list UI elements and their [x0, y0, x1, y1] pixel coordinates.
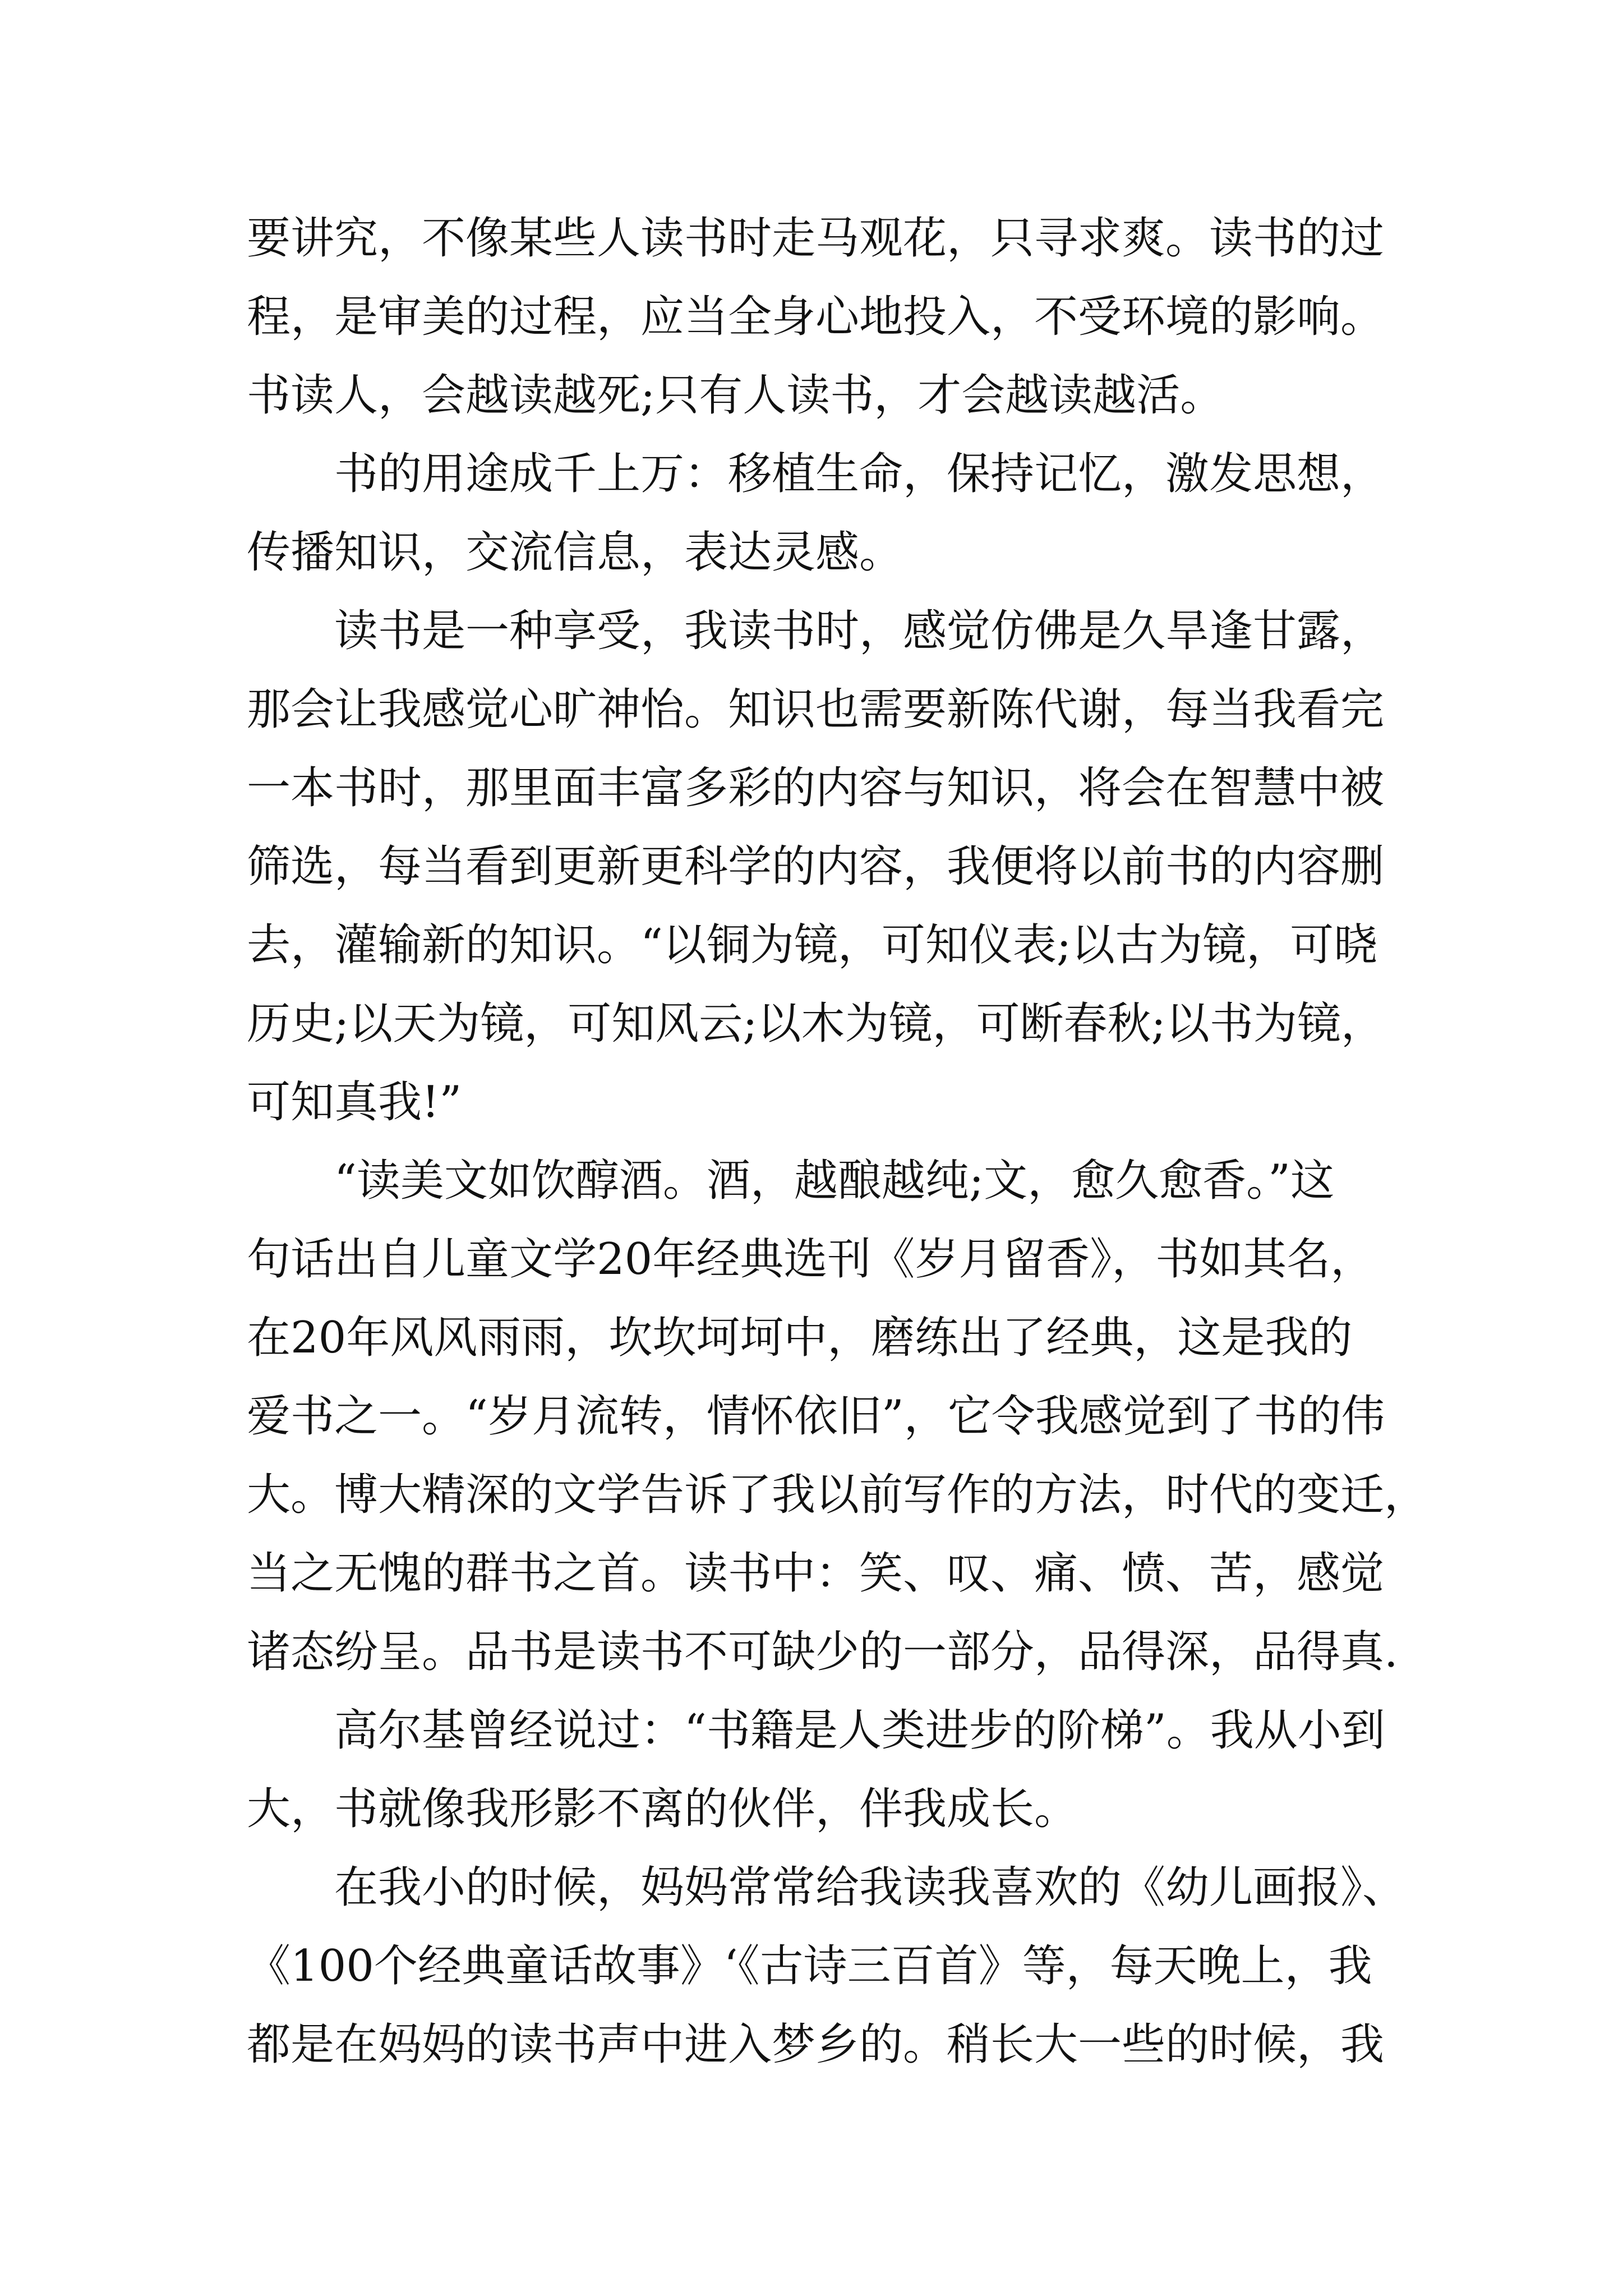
text-line: 都是在妈妈的读书声中进入梦乡的。稍长大一些的时候，我	[247, 2019, 1385, 2070]
text-line: 爱书之一。“岁月流转，情怀依旧”，它令我感觉到了书的伟	[247, 1391, 1385, 1442]
text-line: 在20年风风雨雨，坎坎坷坷中，磨练出了经典，这是我的	[247, 1313, 1353, 1363]
text-line: 书读人，会越读越死;只有人读书，才会越读越活。	[247, 370, 1224, 421]
text-line: 要讲究，不像某些人读书时走马观花，只寻求爽。读书的过	[247, 213, 1385, 264]
text-line: 大，书就像我形影不离的伙伴，伴我成长。	[247, 1784, 1078, 1834]
text-line: 程，是审美的过程，应当全身心地投入，不受环境的影响。	[247, 292, 1385, 342]
text-line: 当之无愧的群书之首。读书中：笑、叹、痛、愤、苦，感觉	[247, 1548, 1385, 1599]
text-line: 去，灌输新的知识。“以铜为镜，可知仪表;以古为镜，可晓	[247, 920, 1378, 970]
text-line: 历史;以天为镜，可知风云;以木为镜，可断春秋;以书为镜，	[247, 999, 1385, 1049]
text-line: 传播知识，交流信息，表达灵感。	[247, 527, 903, 578]
text-line: 那会让我感觉心旷神怡。知识也需要新陈代谢，每当我看完	[247, 684, 1385, 735]
text-line: 一本书时，那里面丰富多彩的内容与知识，将会在智慧中被	[247, 763, 1385, 813]
paragraph-first-line: “读美文如饮醇酒。酒，越酿越纯;文，愈久愈香。”这	[334, 1156, 1335, 1206]
text-line: 句话出自儿童文学20年经典选刊《岁月留香》，书如其名，	[247, 1234, 1375, 1285]
paragraph-first-line: 在我小的时候，妈妈常常给我读我喜欢的《幼儿画报》、	[334, 1862, 1407, 1913]
paragraph-first-line: 书的用途成千上万：移植生命，保持记忆，激发思想，	[334, 449, 1385, 499]
text-line: 大。博大精深的文学告诉了我以前写作的方法，时代的变迁，	[247, 1470, 1428, 1520]
body-text	[247, 199, 1436, 2084]
text-line: 可知真我!”	[247, 1077, 462, 1128]
text-line: 《100个经典童话故事》‘《古诗三百首》等，每天晚上，我	[247, 1941, 1372, 1991]
paragraph-first-line: 高尔基曾经说过：“书籍是人类进步的阶梯”。我从小到	[334, 1705, 1385, 1756]
paragraph-first-line: 读书是一种享受，我读书时，感觉仿佛是久旱逢甘露，	[334, 606, 1385, 656]
text-line: 诸态纷呈。品书是读书不可缺少的一部分，品得深，品得真.	[247, 1627, 1398, 1677]
text-line: 筛选，每当看到更新更科学的内容，我便将以前书的内容删	[247, 841, 1385, 892]
